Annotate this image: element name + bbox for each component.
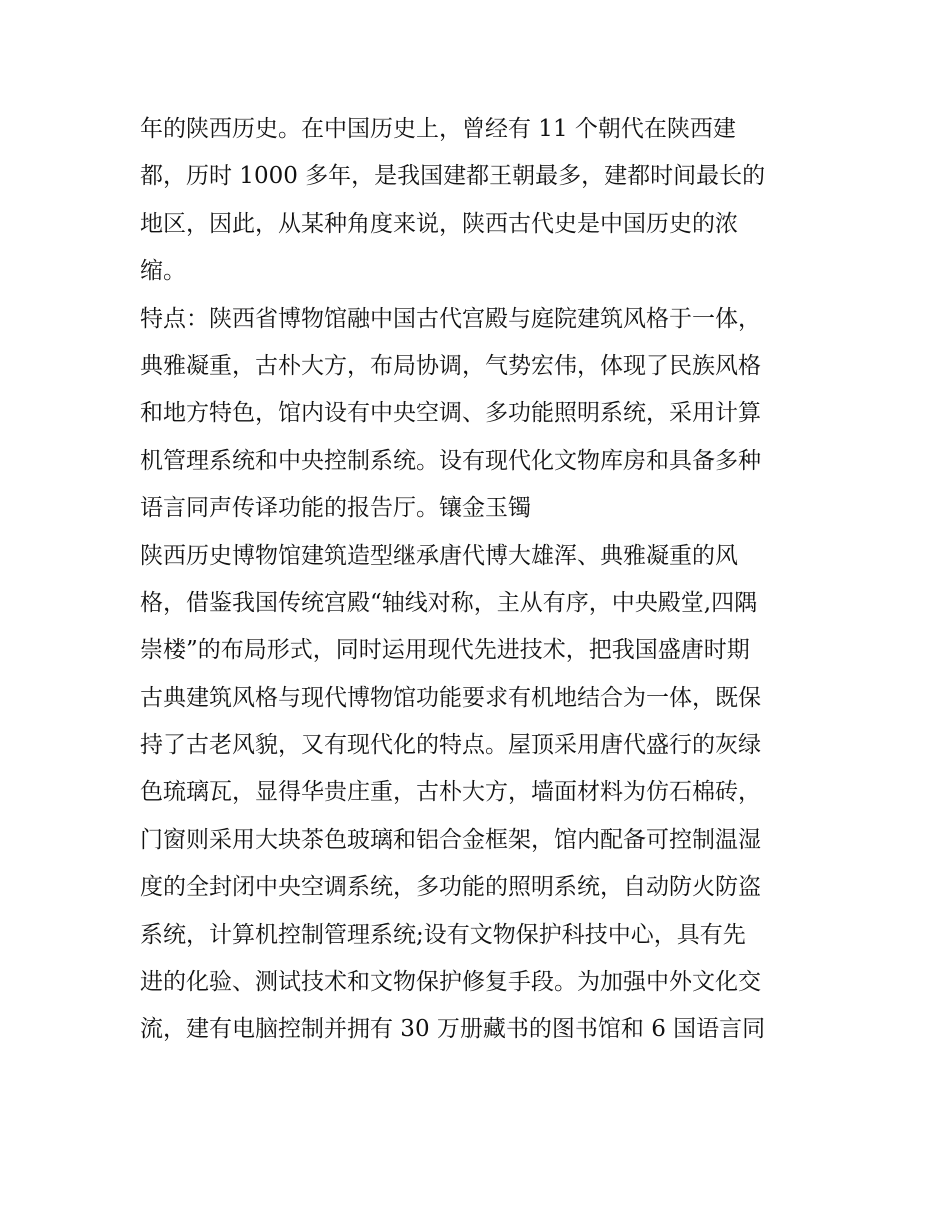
text-line: 陕西历史博物馆建筑造型继承唐代博大雄浑、典雅凝重的风 <box>140 542 738 569</box>
text-line: 崇楼”的布局形式，同时运用现代先进技术，把我国盛唐时期 <box>140 637 750 664</box>
text-line: 典雅凝重，古朴大方，布局协调，气势宏伟，体现了民族风格 <box>140 352 761 379</box>
text-line: 都，历时 1000 多年，是我国建都王朝最多，建都时间最长的 <box>140 163 766 190</box>
text-line: 系统，计算机控制管理系统;设有文物保护科技中心，具有先 <box>140 921 746 948</box>
text-line: 年的陕西历史。在中国历史上，曾经有 11 个朝代在陕西建 <box>140 116 736 142</box>
text-line: 语言同声传译功能的报告厅。镶金玉镯 <box>140 495 531 522</box>
text-line: 机管理系统和中央控制系统。设有现代化文物库房和具备多种 <box>140 447 761 474</box>
text-line: 古典建筑风格与现代博物馆功能要求有机地结合为一体，既保 <box>140 684 761 711</box>
text-line: 门窗则采用大块茶色玻璃和铝合金框架，馆内配备可控制温湿 <box>140 826 761 853</box>
text-line: 流，建有电脑控制并拥有 30 万册藏书的图书馆和 6 国语言同 <box>140 1016 766 1043</box>
text-line: 缩。 <box>140 258 186 285</box>
text-line: 特点：陕西省博物馆融中国古代宫殿与庭院建筑风格于一体， <box>140 305 761 332</box>
text-line: 格，借鉴我国传统宫殿“轴线对称，主从有序，中央殿堂,四隅 <box>140 589 758 616</box>
text-line: 色琉璃瓦，显得华贵庄重，古朴大方，墙面材料为仿石棉砖， <box>140 779 761 806</box>
body-text <box>140 110 820 1058</box>
text-line: 度的全封闭中央空调系统，多功能的照明系统，自动防火防盗 <box>140 874 761 901</box>
text-line: 进的化验、测试技术和文物保护修复手段。为加强中外文化交 <box>140 969 761 996</box>
text-line: 持了古老风貌，又有现代化的特点。屋顶采用唐代盛行的灰绿 <box>140 732 761 759</box>
text-line: 地区，因此，从某种角度来说，陕西古代史是中国历史的浓 <box>140 210 738 237</box>
text-line: 和地方特色，馆内设有中央空调、多功能照明系统，采用计算 <box>140 400 761 427</box>
